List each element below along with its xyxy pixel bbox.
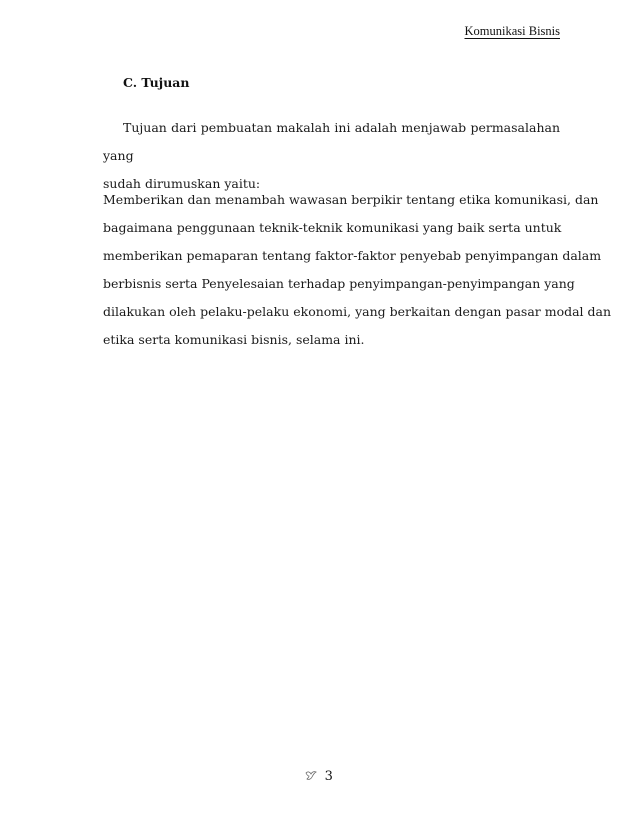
body-line: etika serta komunikasi bisnis, selama ini. <box>103 332 365 347</box>
intro-line: sudah dirumuskan yaitu: <box>103 176 261 191</box>
intro-line: Tujuan dari pembuatan makalah ini adalah menjawab permasalahan yang <box>103 120 560 163</box>
body-line: dilakukan oleh pelaku-pelaku ekonomi, yang berkaitan dengan pasar modal dan <box>103 304 612 319</box>
body-line: memberikan pemaparan tentang faktor-faktor penyebab penyimpangan dalam <box>103 248 602 263</box>
page-footer <box>0 769 638 784</box>
running-header: Komunikasi Bisnis <box>464 24 560 38</box>
section-heading: C. Tujuan <box>123 75 190 90</box>
page-number: 3 <box>324 769 333 784</box>
body-line: Memberikan dan menambah wawasan berpikir tentang etika komunikasi, dan <box>103 192 599 207</box>
body-line: berbisnis serta Penyelesaian terhadap penyimpangan-penyimpangan yang <box>103 276 575 291</box>
dove-icon <box>305 770 321 783</box>
body-paragraph <box>103 186 612 354</box>
body-line: bagaimana penggunaan teknik-teknik komunikasi yang baik serta untuk <box>103 220 562 235</box>
